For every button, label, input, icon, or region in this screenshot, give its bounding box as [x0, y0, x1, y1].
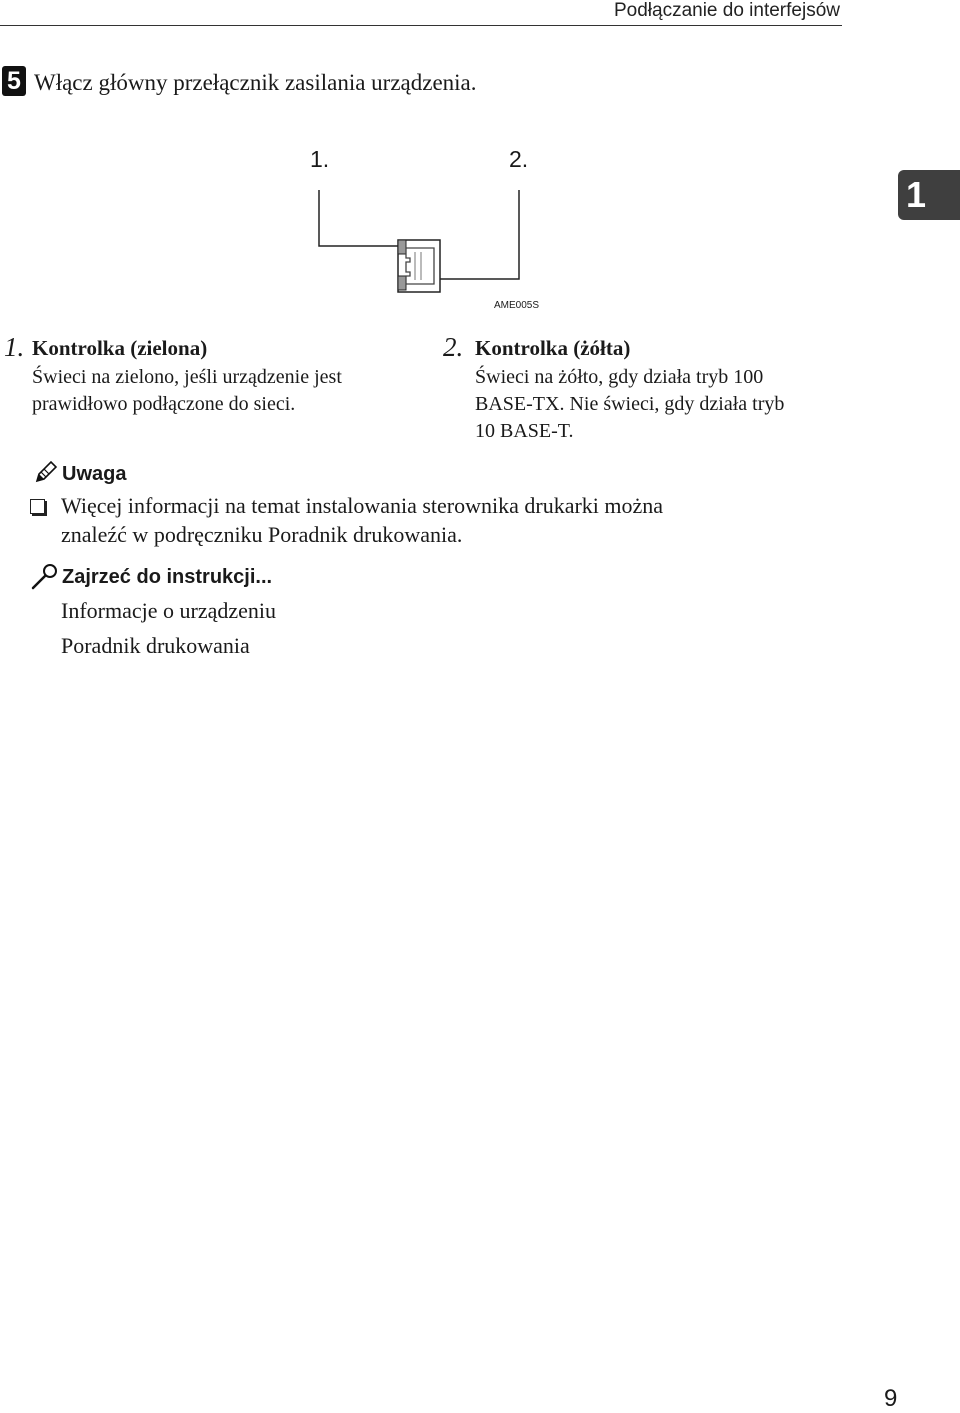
running-header: Podłączanie do interfejsów — [613, 0, 840, 21]
item-2-line: 10 BASE-T. — [475, 420, 574, 442]
network-port-figure — [300, 140, 550, 320]
item-2-line: Świeci na żółto, gdy działa tryb 100 — [475, 366, 764, 388]
page-number: 9 — [884, 1385, 898, 1412]
item-2-description — [475, 364, 784, 445]
figure-code: AME005S — [494, 300, 540, 311]
item-2-title: Kontrolka (żółta) — [475, 336, 631, 360]
item-1-line: Świeci na zielono, jeśli urządzenie jest — [32, 366, 342, 388]
note-line: Więcej informacji na temat instalowania sterownika drukarki można — [61, 493, 664, 518]
pencil-icon — [33, 459, 59, 485]
reference-item: Poradnik drukowania — [61, 633, 250, 658]
item-2-line: BASE-TX. Nie świeci, gdy działa tryb — [475, 393, 785, 415]
note-line: znaleźć w podręczniku Poradnik drukowania. — [61, 522, 463, 547]
item-1-line: prawidłowo podłączone do sieci. — [32, 393, 296, 415]
magnifier-icon — [30, 561, 60, 591]
figure-label-1: 1. — [310, 146, 330, 172]
note-text — [61, 491, 821, 549]
header-rule — [0, 25, 842, 26]
item-1-description — [32, 364, 342, 418]
chapter-tab: 1 — [898, 170, 960, 220]
checkbox-bullet-icon — [30, 499, 45, 514]
item-2-number: 2. — [443, 332, 464, 362]
note-heading: Uwaga — [62, 463, 127, 485]
item-1-title: Kontrolka (zielona) — [32, 336, 208, 360]
port-diagram-illustration — [300, 140, 550, 320]
reference-item: Informacje o urządzeniu — [61, 598, 276, 623]
step-instruction: Włącz główny przełącznik zasilania urządzenia. — [34, 70, 477, 95]
item-1-number: 1. — [4, 332, 25, 362]
step-number-badge: 5 — [2, 66, 26, 96]
figure-label-2: 2. — [509, 146, 529, 172]
reference-heading: Zajrzeć do instrukcji... — [62, 566, 273, 588]
